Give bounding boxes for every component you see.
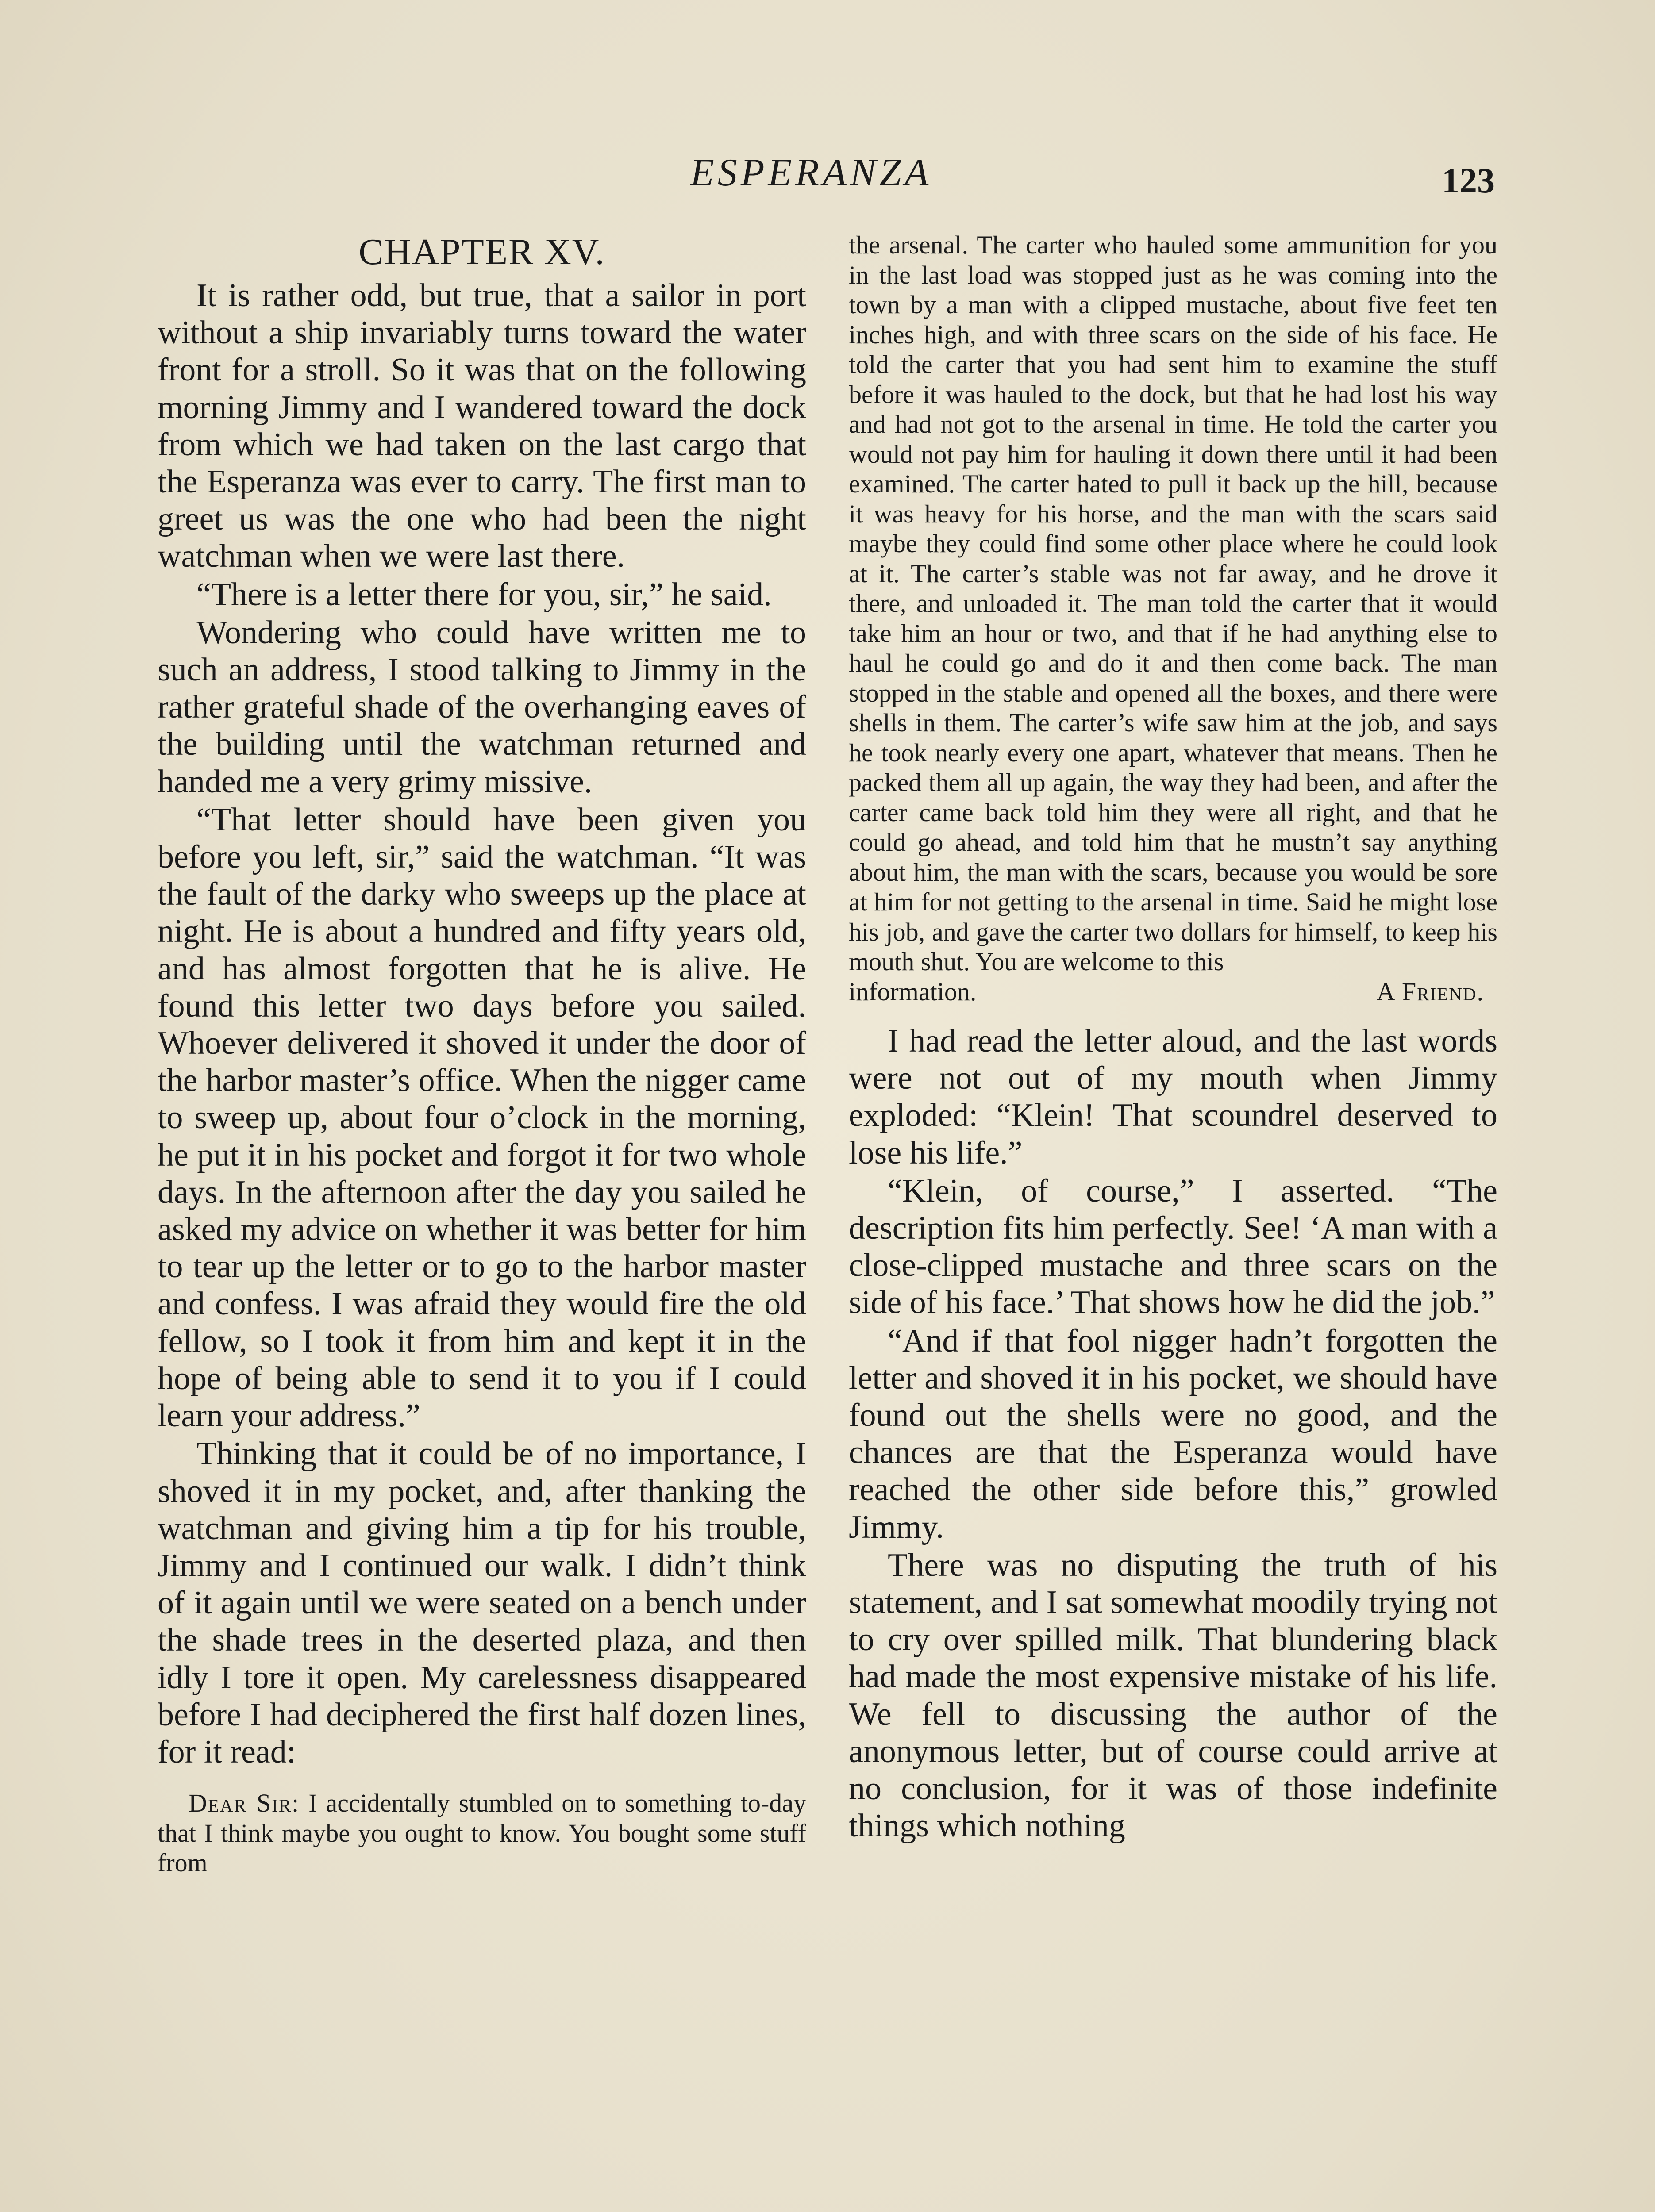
letter-salutation: Dear Sir: [189,1789,300,1818]
running-title: ESPERANZA [690,151,932,194]
body-paragraph: Wondering who could have written me to such an address, I stood talking to Jimmy in the rather grateful shade of the overhanging eaves of the building until the watchman returned and handed me a very grimy missive. [158,614,806,800]
letter-signoff [849,977,1497,1007]
body-paragraph: “There is a letter there for you, sir,” he said. [196,576,772,613]
body-paragraph: Thinking that it could be of no importance, I shoved it in my pocket, and, after thanking the watchman and giving him a tip for his trouble, Jimmy and I continued our walk. I didn’t think of it again until we were seated on a bench under the shade trees in the deserted plaza, and then idly I tore it open. My carelessness disappeared before I had deciphered the first half dozen lines, for it read: [158,1436,806,1770]
body-paragraph: “That letter should have been given you before you left, sir,” said the watchman. “It was the fault of the darky who sweeps up the place at night. He is about a hundred and fifty years old, and has almost forgotten that he is alive. He found this letter two days before you sailed. Whoever delivered it shoved it under the door of the harbor master’s office. When the nigger came to sweep up, about four o’clock in the morning, he put it in his pocket and forgot it for two whole days. In the afternoon after the day you sailed he asked my advice on whether it was better for him to tear up the letter or to go to the harbor master and confess. I was afraid they would fire the old fellow, so I took it from him and kept it in the hope of being able to send it to you if I could learn your address.” [158,801,806,1434]
letter-closing: information. [849,977,977,1006]
body-paragraph: “Klein, of course,” I asserted. “The description fits him perfectly. See! ‘A man with a close-clipped mustache and three scars on the side of his face.’ That shows how he did the job.” [849,1172,1497,1321]
body-paragraph: It is rather odd, but true, that a sailor in port without a ship invariably turns toward the water front for a stroll. So it was that on the following morning Jimmy and I wandered toward the dock from which we had taken on the last cargo that the Esperanza was ever to carry. The first man to greet us was the one who had been the night watchman when we were last there. [158,277,806,575]
running-head [0,150,1655,199]
letter-signature: A Friend. [1376,977,1484,1006]
letter-intro-text: I accidentally stumbled on to something to-day that I think maybe you ought to know. You bought some stuff from [158,1789,807,1878]
letter-opening [158,1788,806,1878]
body-paragraph: I had read the letter aloud, and the last words were not out of my mouth when Jimmy exploded: “Klein! That scoundrel deserved to lose his life.” [849,1023,1497,1171]
body-paragraph: “And if that fool nigger hadn’t forgotten the letter and shoved it in his pocket, we should have found out the shells were no good, and the chances are that the Esperanza would have reached the other side before this,” growled Jimmy. [849,1322,1497,1545]
left-column [158,230,806,1878]
letter-body: the arsenal. The carter who hauled some ammunition for you in the last load was stopped just as he was coming into the town by a man with a clipped mustache, about five feet ten inches high, and with three scars on the side of his face. He told the carter that you had sent him to examine the stuff before it was hauled to the dock, but that he had lost his way and had not got to the arsenal in time. He told the carter you would not pay him for hauling it down there until it had been examined. The carter hated to pull it back up the hill, because it was heavy for his horse, and the man with the scars said maybe they could find some other place where he could look at it. The carter’s stable was not far away, and he drove it there, and unloaded it. The man told the carter that it would take him an hour or two, and that if he had anything else to haul he could go and do it and then come back. The man stopped in the stable and opened all the boxes, and there were shells in them. The carter’s wife saw him at the job, and says he took nearly every one apart, whatever that means. Then he packed them all up again, the way they had been, and after the carter came back told him they were all right, and that he could go ahead, and told him that he mustn’t say anything about him, the man with the scars, because you would be sore at him for not getting to the arsenal in time. Said he might lose his job, and gave the carter two dollars for himself, to keep his mouth shut. You are welcome to this [849,230,1497,976]
right-column [849,230,1497,1844]
chapter-heading: CHAPTER XV. [358,231,605,273]
page-number: 123 [1442,161,1495,200]
body-paragraph: There was no disputing the truth of his statement, and I sat somewhat moodily trying not to cry over spilled milk. That blundering black had made the most expensive mistake of his life. We fell to discussing the author of the anonymous letter, but of course could arrive at no conclusion, for it was of those indefinite things which nothing [849,1547,1497,1844]
